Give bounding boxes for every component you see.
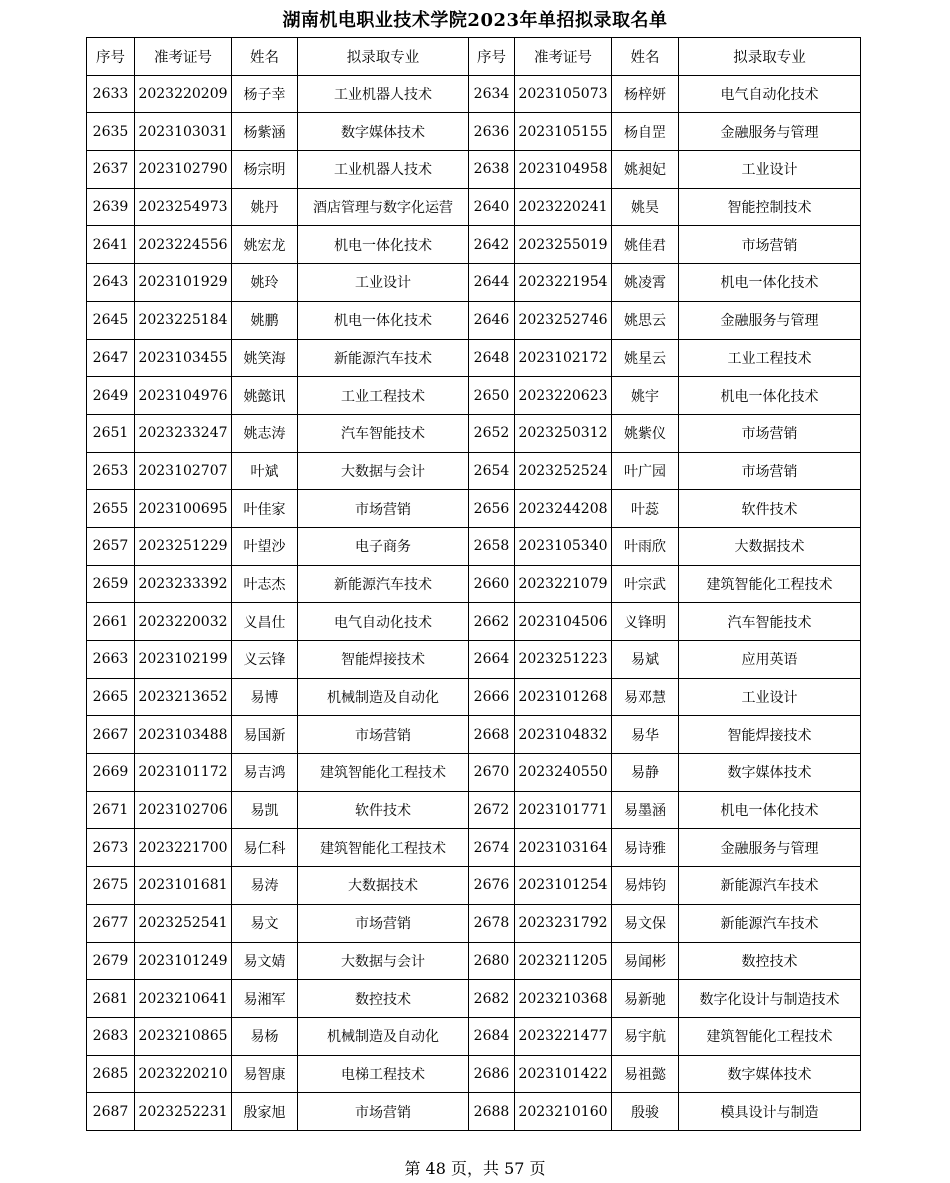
- table-row: [87, 980, 861, 1018]
- cell-seq-left: 2637: [87, 151, 135, 189]
- page-footer: 第 48 页，共 57 页: [404, 1159, 546, 1178]
- cell-major-left: 建筑智能化工程技术: [298, 829, 469, 867]
- cell-name-left: 杨子幸: [232, 75, 298, 113]
- cell-seq-right: 2644: [469, 264, 515, 302]
- cell-exam-id-left: 2023103031: [135, 113, 232, 151]
- cell-name-left: 叶望沙: [232, 527, 298, 565]
- cell-exam-id-right: 2023252746: [515, 301, 612, 339]
- cell-major-right: 金融服务与管理: [679, 113, 861, 151]
- cell-exam-id-right: 2023210160: [515, 1093, 612, 1131]
- cell-exam-id-right: 2023240550: [515, 754, 612, 792]
- cell-name-left: 姚笑海: [232, 339, 298, 377]
- cell-name-right: 杨梓妍: [612, 75, 679, 113]
- table-row: [87, 641, 861, 679]
- cell-major-right: 软件技术: [679, 490, 861, 528]
- cell-major-left: 新能源汽车技术: [298, 339, 469, 377]
- cell-exam-id-left: 2023221700: [135, 829, 232, 867]
- table-row: [87, 226, 861, 264]
- header-exam-id-left: 准考证号: [135, 38, 232, 76]
- cell-name-left: 易文: [232, 904, 298, 942]
- cell-exam-id-left: 2023220209: [135, 75, 232, 113]
- cell-exam-id-left: 2023224556: [135, 226, 232, 264]
- table-row: [87, 188, 861, 226]
- cell-exam-id-left: 2023225184: [135, 301, 232, 339]
- cell-major-left: 工业设计: [298, 264, 469, 302]
- cell-seq-right: 2638: [469, 151, 515, 189]
- cell-seq-right: 2636: [469, 113, 515, 151]
- cell-exam-id-left: 2023102706: [135, 791, 232, 829]
- cell-major-right: 电气自动化技术: [679, 75, 861, 113]
- cell-exam-id-right: 2023221477: [515, 1017, 612, 1055]
- cell-seq-left: 2649: [87, 377, 135, 415]
- cell-exam-id-right: 2023221079: [515, 565, 612, 603]
- cell-exam-id-left: 2023213652: [135, 678, 232, 716]
- cell-seq-right: 2684: [469, 1017, 515, 1055]
- cell-seq-left: 2675: [87, 867, 135, 905]
- cell-exam-id-right: 2023244208: [515, 490, 612, 528]
- cell-seq-right: 2642: [469, 226, 515, 264]
- table-row: [87, 151, 861, 189]
- cell-major-left: 酒店管理与数字化运营: [298, 188, 469, 226]
- cell-name-right: 易闻彬: [612, 942, 679, 980]
- table-row: [87, 565, 861, 603]
- cell-exam-id-left: 2023101249: [135, 942, 232, 980]
- cell-name-left: 易国新: [232, 716, 298, 754]
- cell-name-left: 叶斌: [232, 452, 298, 490]
- cell-major-left: 工业工程技术: [298, 377, 469, 415]
- cell-name-right: 姚星云: [612, 339, 679, 377]
- cell-seq-right: 2674: [469, 829, 515, 867]
- cell-seq-right: 2660: [469, 565, 515, 603]
- table-row: [87, 490, 861, 528]
- document-title: 湖南机电职业技术学院2023年单招拟录取名单: [282, 10, 668, 31]
- cell-seq-left: 2685: [87, 1055, 135, 1093]
- cell-seq-left: 2651: [87, 414, 135, 452]
- cell-seq-left: 2665: [87, 678, 135, 716]
- cell-seq-right: 2634: [469, 75, 515, 113]
- cell-exam-id-left: 2023102707: [135, 452, 232, 490]
- cell-name-left: 易仁科: [232, 829, 298, 867]
- header-row: [87, 38, 861, 76]
- cell-seq-left: 2645: [87, 301, 135, 339]
- cell-exam-id-left: 2023252231: [135, 1093, 232, 1131]
- cell-major-left: 数控技术: [298, 980, 469, 1018]
- cell-exam-id-right: 2023104958: [515, 151, 612, 189]
- cell-major-left: 大数据与会计: [298, 942, 469, 980]
- cell-name-left: 义昌仕: [232, 603, 298, 641]
- cell-seq-right: 2648: [469, 339, 515, 377]
- cell-seq-left: 2669: [87, 754, 135, 792]
- cell-major-left: 市场营销: [298, 716, 469, 754]
- cell-name-right: 易文保: [612, 904, 679, 942]
- cell-name-left: 杨宗明: [232, 151, 298, 189]
- cell-exam-id-right: 2023101422: [515, 1055, 612, 1093]
- cell-major-right: 大数据技术: [679, 527, 861, 565]
- cell-name-left: 易杨: [232, 1017, 298, 1055]
- cell-name-right: 姚昶妃: [612, 151, 679, 189]
- cell-seq-right: 2676: [469, 867, 515, 905]
- header-name-left: 姓名: [232, 38, 298, 76]
- cell-name-right: 姚思云: [612, 301, 679, 339]
- cell-major-right: 机电一体化技术: [679, 377, 861, 415]
- cell-name-right: 叶雨欣: [612, 527, 679, 565]
- table-row: [87, 113, 861, 151]
- table-row: [87, 791, 861, 829]
- table-row: [87, 377, 861, 415]
- cell-major-right: 数控技术: [679, 942, 861, 980]
- cell-seq-left: 2633: [87, 75, 135, 113]
- cell-major-left: 新能源汽车技术: [298, 565, 469, 603]
- cell-major-left: 电梯工程技术: [298, 1055, 469, 1093]
- cell-seq-left: 2643: [87, 264, 135, 302]
- cell-seq-right: 2656: [469, 490, 515, 528]
- cell-major-right: 市场营销: [679, 452, 861, 490]
- table-row: [87, 1017, 861, 1055]
- cell-seq-left: 2655: [87, 490, 135, 528]
- cell-seq-right: 2666: [469, 678, 515, 716]
- cell-seq-left: 2661: [87, 603, 135, 641]
- cell-name-left: 殷家旭: [232, 1093, 298, 1131]
- cell-major-right: 建筑智能化工程技术: [679, 565, 861, 603]
- cell-major-left: 工业机器人技术: [298, 151, 469, 189]
- cell-seq-left: 2679: [87, 942, 135, 980]
- cell-seq-right: 2664: [469, 641, 515, 679]
- cell-major-right: 汽车智能技术: [679, 603, 861, 641]
- cell-major-left: 工业机器人技术: [298, 75, 469, 113]
- table-row: [87, 301, 861, 339]
- cell-seq-left: 2653: [87, 452, 135, 490]
- cell-exam-id-right: 2023101254: [515, 867, 612, 905]
- cell-exam-id-left: 2023103488: [135, 716, 232, 754]
- cell-major-right: 模具设计与制造: [679, 1093, 861, 1131]
- cell-name-right: 姚宇: [612, 377, 679, 415]
- cell-exam-id-right: 2023101268: [515, 678, 612, 716]
- cell-major-right: 金融服务与管理: [679, 829, 861, 867]
- cell-name-left: 姚鹏: [232, 301, 298, 339]
- cell-major-right: 机电一体化技术: [679, 791, 861, 829]
- cell-seq-right: 2652: [469, 414, 515, 452]
- cell-name-right: 易静: [612, 754, 679, 792]
- cell-exam-id-right: 2023104506: [515, 603, 612, 641]
- cell-seq-right: 2682: [469, 980, 515, 1018]
- cell-seq-left: 2663: [87, 641, 135, 679]
- cell-name-left: 姚丹: [232, 188, 298, 226]
- cell-major-left: 市场营销: [298, 904, 469, 942]
- cell-exam-id-right: 2023210368: [515, 980, 612, 1018]
- cell-name-right: 易邓慧: [612, 678, 679, 716]
- header-major-right: 拟录取专业: [679, 38, 861, 76]
- header-name-right: 姓名: [612, 38, 679, 76]
- cell-exam-id-right: 2023250312: [515, 414, 612, 452]
- cell-seq-left: 2647: [87, 339, 135, 377]
- cell-major-right: 建筑智能化工程技术: [679, 1017, 861, 1055]
- cell-exam-id-left: 2023101172: [135, 754, 232, 792]
- cell-name-right: 易新驰: [612, 980, 679, 1018]
- cell-major-right: 市场营销: [679, 226, 861, 264]
- cell-exam-id-right: 2023105073: [515, 75, 612, 113]
- table-row: [87, 1055, 861, 1093]
- cell-major-right: 智能焊接技术: [679, 716, 861, 754]
- table-row: [87, 754, 861, 792]
- cell-seq-left: 2641: [87, 226, 135, 264]
- table-row: [87, 339, 861, 377]
- cell-name-left: 姚宏龙: [232, 226, 298, 264]
- cell-seq-right: 2672: [469, 791, 515, 829]
- cell-exam-id-left: 2023254973: [135, 188, 232, 226]
- cell-seq-right: 2662: [469, 603, 515, 641]
- table-row: [87, 452, 861, 490]
- cell-exam-id-left: 2023101681: [135, 867, 232, 905]
- cell-name-right: 易炜钧: [612, 867, 679, 905]
- cell-seq-left: 2673: [87, 829, 135, 867]
- cell-name-right: 姚紫仪: [612, 414, 679, 452]
- cell-name-right: 殷骏: [612, 1093, 679, 1131]
- cell-exam-id-left: 2023252541: [135, 904, 232, 942]
- cell-major-left: 软件技术: [298, 791, 469, 829]
- cell-exam-id-right: 2023220241: [515, 188, 612, 226]
- cell-exam-id-left: 2023233247: [135, 414, 232, 452]
- table-row: [87, 867, 861, 905]
- cell-seq-right: 2678: [469, 904, 515, 942]
- cell-name-right: 姚昊: [612, 188, 679, 226]
- table-row: [87, 414, 861, 452]
- cell-exam-id-left: 2023101929: [135, 264, 232, 302]
- cell-major-left: 大数据技术: [298, 867, 469, 905]
- cell-major-left: 市场营销: [298, 1093, 469, 1131]
- table-row: [87, 1093, 861, 1131]
- cell-major-right: 数字媒体技术: [679, 1055, 861, 1093]
- cell-name-left: 姚志涛: [232, 414, 298, 452]
- cell-major-right: 智能控制技术: [679, 188, 861, 226]
- cell-major-left: 机械制造及自动化: [298, 678, 469, 716]
- cell-exam-id-left: 2023103455: [135, 339, 232, 377]
- table-row: [87, 75, 861, 113]
- cell-name-left: 易湘军: [232, 980, 298, 1018]
- cell-exam-id-left: 2023220032: [135, 603, 232, 641]
- cell-exam-id-right: 2023101771: [515, 791, 612, 829]
- cell-major-left: 机电一体化技术: [298, 226, 469, 264]
- cell-seq-right: 2680: [469, 942, 515, 980]
- cell-major-left: 机械制造及自动化: [298, 1017, 469, 1055]
- cell-seq-left: 2639: [87, 188, 135, 226]
- cell-exam-id-left: 2023102790: [135, 151, 232, 189]
- cell-name-left: 义云锋: [232, 641, 298, 679]
- cell-major-right: 新能源汽车技术: [679, 904, 861, 942]
- cell-exam-id-right: 2023220623: [515, 377, 612, 415]
- cell-seq-left: 2635: [87, 113, 135, 151]
- cell-seq-left: 2659: [87, 565, 135, 603]
- cell-seq-left: 2687: [87, 1093, 135, 1131]
- cell-name-left: 易涛: [232, 867, 298, 905]
- cell-exam-id-right: 2023211205: [515, 942, 612, 980]
- cell-seq-left: 2667: [87, 716, 135, 754]
- cell-seq-right: 2668: [469, 716, 515, 754]
- table-row: [87, 904, 861, 942]
- cell-name-left: 易凯: [232, 791, 298, 829]
- cell-exam-id-left: 2023210865: [135, 1017, 232, 1055]
- table-row: [87, 527, 861, 565]
- cell-exam-id-right: 2023104832: [515, 716, 612, 754]
- cell-name-right: 易宇航: [612, 1017, 679, 1055]
- table-row: [87, 942, 861, 980]
- header-seq-right: 序号: [469, 38, 515, 76]
- table-row: [87, 603, 861, 641]
- cell-exam-id-right: 2023103164: [515, 829, 612, 867]
- cell-name-right: 易斌: [612, 641, 679, 679]
- cell-exam-id-right: 2023255019: [515, 226, 612, 264]
- cell-exam-id-left: 2023233392: [135, 565, 232, 603]
- cell-seq-right: 2670: [469, 754, 515, 792]
- cell-name-left: 叶佳家: [232, 490, 298, 528]
- cell-exam-id-left: 2023210641: [135, 980, 232, 1018]
- table-header: [87, 38, 861, 76]
- cell-major-left: 电气自动化技术: [298, 603, 469, 641]
- cell-name-right: 易华: [612, 716, 679, 754]
- cell-major-right: 金融服务与管理: [679, 301, 861, 339]
- cell-seq-right: 2640: [469, 188, 515, 226]
- cell-major-right: 机电一体化技术: [679, 264, 861, 302]
- cell-exam-id-right: 2023251223: [515, 641, 612, 679]
- cell-name-left: 易文婧: [232, 942, 298, 980]
- cell-major-left: 市场营销: [298, 490, 469, 528]
- cell-major-left: 建筑智能化工程技术: [298, 754, 469, 792]
- cell-seq-left: 2671: [87, 791, 135, 829]
- cell-seq-right: 2658: [469, 527, 515, 565]
- cell-exam-id-left: 2023102199: [135, 641, 232, 679]
- cell-name-right: 姚凌霄: [612, 264, 679, 302]
- cell-exam-id-left: 2023251229: [135, 527, 232, 565]
- cell-major-left: 数字媒体技术: [298, 113, 469, 151]
- table-row: [87, 716, 861, 754]
- cell-name-right: 叶蕊: [612, 490, 679, 528]
- cell-major-right: 工业设计: [679, 678, 861, 716]
- cell-seq-right: 2688: [469, 1093, 515, 1131]
- cell-name-right: 易墨涵: [612, 791, 679, 829]
- cell-name-left: 杨紫涵: [232, 113, 298, 151]
- cell-exam-id-left: 2023104976: [135, 377, 232, 415]
- admission-table: [86, 37, 861, 1131]
- header-seq-left: 序号: [87, 38, 135, 76]
- cell-seq-left: 2681: [87, 980, 135, 1018]
- cell-major-right: 市场营销: [679, 414, 861, 452]
- cell-name-left: 姚玲: [232, 264, 298, 302]
- cell-exam-id-right: 2023231792: [515, 904, 612, 942]
- cell-seq-right: 2686: [469, 1055, 515, 1093]
- cell-major-right: 新能源汽车技术: [679, 867, 861, 905]
- cell-major-left: 汽车智能技术: [298, 414, 469, 452]
- table-body: [87, 75, 861, 1130]
- cell-exam-id-left: 2023220210: [135, 1055, 232, 1093]
- cell-major-right: 应用英语: [679, 641, 861, 679]
- cell-name-right: 姚佳君: [612, 226, 679, 264]
- cell-major-left: 智能焊接技术: [298, 641, 469, 679]
- cell-name-left: 易智康: [232, 1055, 298, 1093]
- cell-exam-id-left: 2023100695: [135, 490, 232, 528]
- cell-exam-id-right: 2023105340: [515, 527, 612, 565]
- cell-name-left: 易吉鸿: [232, 754, 298, 792]
- cell-name-right: 杨自罡: [612, 113, 679, 151]
- cell-major-right: 工业工程技术: [679, 339, 861, 377]
- cell-major-right: 数字媒体技术: [679, 754, 861, 792]
- cell-seq-right: 2654: [469, 452, 515, 490]
- cell-exam-id-right: 2023105155: [515, 113, 612, 151]
- cell-major-left: 机电一体化技术: [298, 301, 469, 339]
- table-row: [87, 264, 861, 302]
- cell-name-right: 义锋明: [612, 603, 679, 641]
- table-row: [87, 829, 861, 867]
- table-row: [87, 678, 861, 716]
- cell-seq-right: 2646: [469, 301, 515, 339]
- cell-exam-id-right: 2023252524: [515, 452, 612, 490]
- cell-name-left: 叶志杰: [232, 565, 298, 603]
- cell-name-right: 易祖懿: [612, 1055, 679, 1093]
- cell-seq-left: 2677: [87, 904, 135, 942]
- cell-major-left: 大数据与会计: [298, 452, 469, 490]
- cell-major-right: 工业设计: [679, 151, 861, 189]
- header-major-left: 拟录取专业: [298, 38, 469, 76]
- cell-seq-left: 2657: [87, 527, 135, 565]
- cell-seq-left: 2683: [87, 1017, 135, 1055]
- cell-name-left: 姚懿讯: [232, 377, 298, 415]
- cell-seq-right: 2650: [469, 377, 515, 415]
- cell-name-right: 易诗雅: [612, 829, 679, 867]
- cell-name-right: 叶宗武: [612, 565, 679, 603]
- cell-name-left: 易博: [232, 678, 298, 716]
- cell-major-right: 数字化设计与制造技术: [679, 980, 861, 1018]
- cell-exam-id-right: 2023102172: [515, 339, 612, 377]
- cell-name-right: 叶广园: [612, 452, 679, 490]
- header-exam-id-right: 准考证号: [515, 38, 612, 76]
- cell-major-left: 电子商务: [298, 527, 469, 565]
- cell-exam-id-right: 2023221954: [515, 264, 612, 302]
